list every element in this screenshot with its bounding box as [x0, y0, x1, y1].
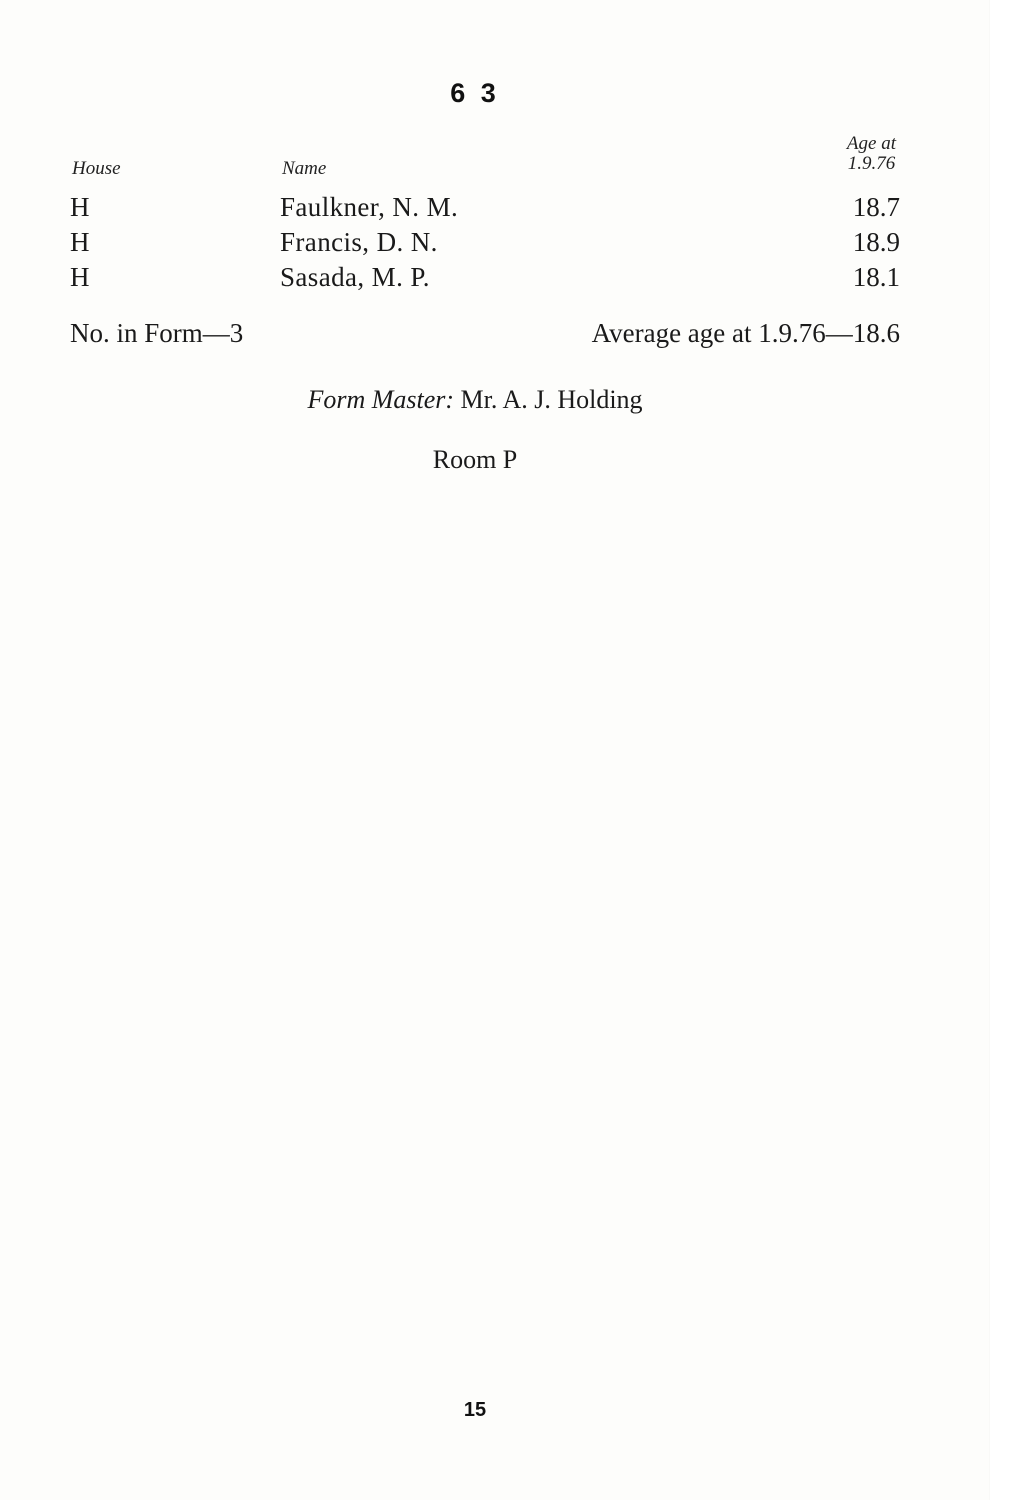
- form-count: No. in Form—3: [70, 318, 244, 348]
- table-row: [0, 192, 950, 227]
- column-header-age-line2: 1.9.76: [847, 152, 896, 174]
- form-master-name: Mr. A. J. Holding: [460, 385, 643, 414]
- form-average-age: Average age at 1.9.76—18.6: [591, 318, 900, 348]
- page-white-edge: [990, 0, 1024, 1500]
- form-summary: [0, 318, 950, 358]
- room-line: Room P: [432, 445, 518, 474]
- cell-name: Faulkner, N. M.: [280, 192, 459, 222]
- column-header-age-line1: Age at: [846, 133, 896, 154]
- table-row: [0, 227, 950, 262]
- cell-age: 18.7: [852, 192, 900, 222]
- column-header-house: House: [72, 158, 121, 179]
- cell-house: H: [70, 192, 90, 222]
- page-number: 15: [463, 1399, 487, 1421]
- cell-age: 18.1: [852, 262, 900, 292]
- cell-age: 18.9: [852, 227, 900, 257]
- cell-name: Francis, D. N.: [280, 227, 438, 257]
- column-header-name: Name: [282, 158, 327, 179]
- cell-house: H: [70, 227, 90, 257]
- pupil-table: [0, 192, 950, 297]
- column-header-age: [847, 134, 896, 174]
- form-master-label: Form Master:: [307, 385, 455, 414]
- book-spine-edge: [990, 0, 1024, 1500]
- form-number: 6 3: [450, 78, 500, 108]
- cell-name: Sasada, M. P.: [280, 262, 430, 292]
- cell-house: H: [70, 262, 90, 292]
- table-row: [0, 262, 950, 297]
- table-column-headers: [0, 133, 950, 186]
- form-master-line: [0, 385, 950, 415]
